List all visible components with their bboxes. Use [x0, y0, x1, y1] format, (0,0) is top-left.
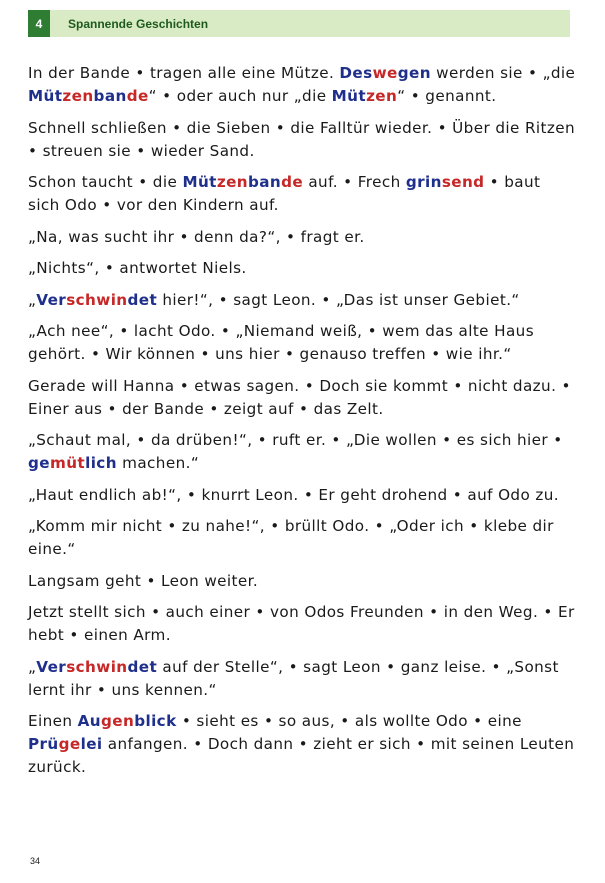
syllable-highlight: ban	[247, 173, 282, 191]
syllable-highlight: de	[126, 87, 149, 105]
text-run: „Komm mir nicht • zu nahe!“, • brüllt Odo. • „Oder ich • klebe dir eine.“	[28, 517, 554, 558]
text-run: machen.“	[116, 454, 200, 472]
paragraph	[28, 710, 576, 779]
syllable-highlight: Müt	[28, 87, 63, 105]
syllable-highlight: gen	[101, 712, 135, 730]
syllable-highlight: schwin	[66, 657, 128, 676]
story-text	[28, 62, 576, 788]
syllable-highlight: zen	[366, 87, 398, 105]
paragraph	[28, 375, 576, 421]
syllable-highlight: we	[372, 64, 398, 82]
syllable-highlight: send	[441, 173, 485, 191]
text-run: „Nichts“, • antwortet Niels.	[28, 259, 247, 277]
text-run: Jetzt stellt sich • auch einer • von Odos Freunden • in den Weg. • Er hebt • einen Arm.	[28, 603, 575, 644]
syllable-highlight: ge	[58, 735, 81, 753]
text-run: „Na, was sucht ihr • denn da?“, • fragt er.	[28, 227, 365, 246]
paragraph	[28, 484, 576, 507]
syllable-highlight: grin	[405, 173, 442, 191]
text-run: „	[28, 657, 37, 676]
chapter-header	[28, 10, 570, 37]
text-run: auf. • Frech	[303, 173, 406, 191]
text-run: “ • oder auch nur „die	[148, 87, 332, 105]
syllable-highlight: Au	[77, 712, 102, 730]
paragraph	[28, 62, 576, 108]
syllable-highlight: lich	[85, 454, 117, 472]
chapter-title: Spannende Geschichten	[68, 16, 209, 31]
text-run: Langsam geht • Leon weiter.	[28, 571, 259, 590]
syllable-highlight: ge	[28, 454, 50, 472]
syllable-highlight: de	[281, 173, 304, 191]
text-run: Schnell schließen • die Sieben • die Falltür wieder. • Über die Ritzen • streuen sie • wieder Sand.	[28, 118, 576, 160]
text-run: „	[28, 290, 37, 309]
paragraph	[28, 171, 576, 217]
syllable-highlight: Prü	[28, 735, 59, 753]
paragraph	[28, 570, 576, 593]
chapter-number: 4	[28, 10, 50, 37]
paragraph	[28, 601, 576, 647]
syllable-highlight: schwin	[66, 290, 128, 309]
syllable-highlight: Müt	[182, 173, 217, 191]
text-run: Gerade will Hanna • etwas sagen. • Doch sie kommt • nicht dazu. • Einer aus • der Bande • zeigt auf • das Zelt.	[28, 376, 571, 418]
paragraph	[28, 117, 576, 163]
text-run: • sieht es • so aus, • als wollte Odo • eine	[176, 712, 522, 730]
syllable-highlight: Ver	[36, 657, 67, 676]
syllable-highlight: lei	[80, 735, 103, 753]
syllable-highlight: ban	[93, 87, 127, 105]
paragraph	[28, 429, 576, 475]
text-run: „Haut endlich ab!“, • knurrt Leon. • Er geht drohend • auf Odo zu.	[28, 485, 560, 504]
page-number: 34	[30, 856, 41, 866]
syllable-highlight: Ver	[36, 290, 67, 309]
paragraph	[28, 226, 576, 249]
paragraph	[28, 515, 576, 561]
text-run: werden sie • „die	[430, 64, 576, 82]
syllable-highlight: blick	[134, 712, 177, 730]
paragraph	[28, 656, 576, 702]
syllable-highlight: gen	[397, 64, 431, 82]
text-run: „Schaut mal, • da drüben!“, • ruft er. • „Die wollen • es sich hier •	[28, 431, 563, 449]
syllable-highlight: zen	[62, 87, 94, 105]
text-run: “ • genannt.	[397, 87, 497, 105]
text-run: • baut sich Odo • vor den Kindern auf.	[28, 173, 541, 214]
syllable-highlight: Müt	[331, 87, 367, 105]
text-run: Schon taucht • die	[28, 173, 183, 191]
text-run: auf der Stelle“, • sagt Leon • ganz leise. • „Sonst lernt ihr • uns kennen.“	[28, 657, 559, 699]
text-run: In der Bande • tragen alle eine Mütze.	[28, 64, 340, 82]
text-run: Einen	[28, 712, 78, 730]
paragraph	[28, 289, 576, 312]
text-run: anfangen. • Doch dann • zieht er sich • mit seinen Leuten zurück.	[28, 735, 575, 776]
paragraph	[28, 320, 576, 366]
syllable-highlight: Des	[339, 64, 373, 82]
syllable-highlight: det	[127, 290, 158, 309]
syllable-highlight: det	[127, 657, 158, 676]
syllable-highlight: müt	[49, 454, 86, 472]
paragraph	[28, 257, 576, 280]
text-run: „Ach nee“, • lacht Odo. • „Niemand weiß, • wem das alte Haus gehört. • Wir können • uns hier • genauso treffen • wie ihr.“	[28, 322, 535, 363]
syllable-highlight: zen	[216, 173, 248, 191]
text-run: hier!“, • sagt Leon. • „Das ist unser Gebiet.“	[157, 290, 520, 309]
